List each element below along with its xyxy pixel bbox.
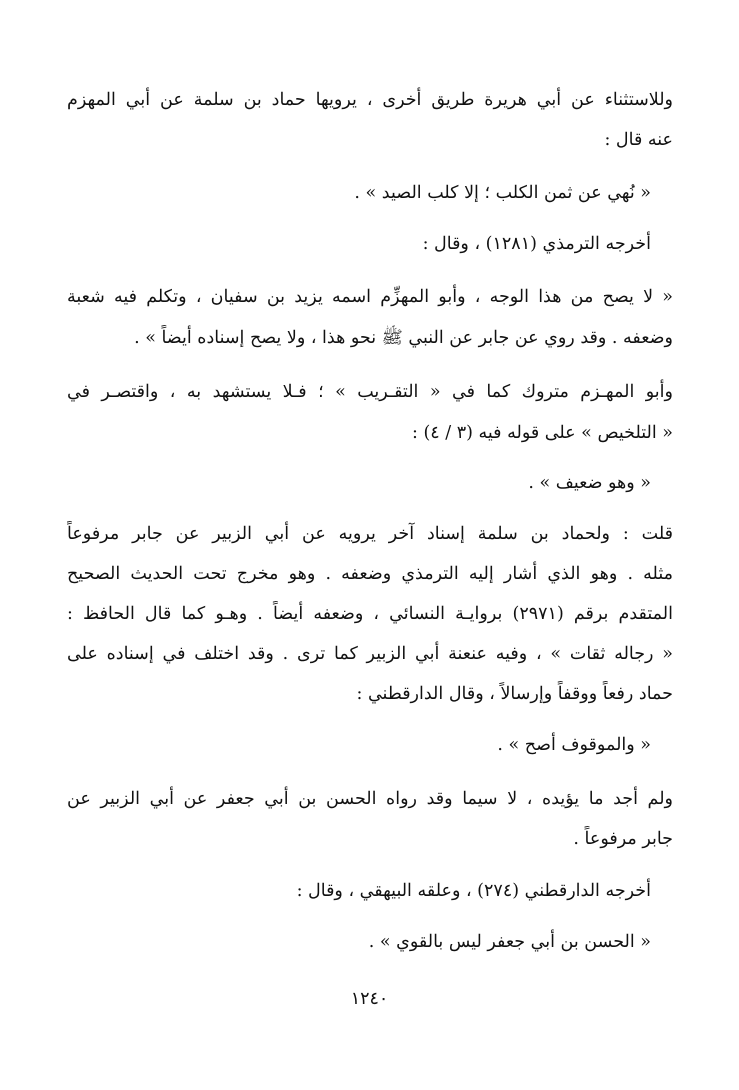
quote-line: وضعفه . وقد روي عن جابر عن النبي ﷺ نحو هذا ، ولا يصح إسناده أيضاً » . — [134, 328, 673, 348]
page-number: ١٢٤٠ — [350, 989, 389, 1009]
text-line: حماد رفعاً ووقفاً وإرسالاً ، وقال الدارقطني : — [356, 684, 673, 704]
quote-line: « والموقوف أصح » . — [497, 735, 651, 755]
text-line: وأبو المهـزم متروك كما في « التقـريب » ؛ فـلا يستشهد به ، واقتصـر في — [67, 382, 673, 402]
text-line: « التلخيص » على قوله فيه (٣ / ٤) : — [411, 423, 673, 443]
quote-line: « لا يصح من هذا الوجه ، وأبو المهزِّم اسمه يزيد بن سفيان ، وتكلم فيه شعبة — [67, 287, 673, 307]
quote-line: « وهو ضعيف » . — [528, 473, 651, 493]
text-line: ولم أجد ما يؤيده ، لا سيما وقد رواه الحسن بن أبي جعفر عن أبي الزبير عن — [67, 789, 673, 809]
quote-line: « نُهي عن ثمن الكلب ؛ إلا كلب الصيد » . — [354, 183, 651, 203]
quote-line: « الحسن بن أبي جعفر ليس بالقوي » . — [368, 932, 651, 952]
text-line: وللاستثناء عن أبي هريرة طريق أخرى ، يرويها حماد بن سلمة عن أبي المهزم — [67, 90, 673, 110]
text-line: المتقدم برقم (٢٩٧١) بروايـة النسائي ، وضعفه أيضاً . وهـو كما قال الحافظ : — [67, 604, 673, 624]
text-line: جابر مرفوعاً . — [573, 829, 673, 849]
text-line: أخرجه الدارقطني (٢٧٤) ، وعلقه البيهقي ، وقال : — [296, 881, 651, 901]
text-line: أخرجه الترمذي (١٢٨١) ، وقال : — [422, 234, 651, 254]
text-line: قلت : ولحماد بن سلمة إسناد آخر يرويه عن أبي الزبير عن جابر مرفوعاً — [67, 524, 673, 544]
text-line: عنه قال : — [604, 130, 673, 150]
text-line: مثله . وهو الذي أشار إليه الترمذي وضعفه . وهو مخرج تحت الحديث الصحيح — [67, 564, 673, 584]
text-line: « رجاله ثقات » ، وفيه عنعنة أبي الزبير كما ترى . وقد اختلف في إسناده على — [67, 644, 673, 664]
